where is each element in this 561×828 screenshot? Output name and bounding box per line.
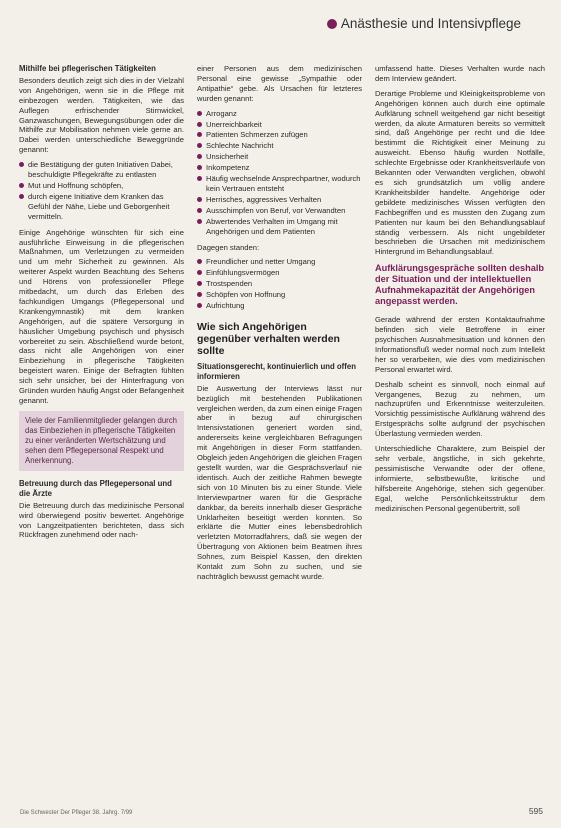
sub-heading: Situationsgerecht, kontinuierlich und offen informieren <box>197 361 356 381</box>
page-header <box>327 16 521 31</box>
col2-paragraph-1: einer Personen aus dem medizinischen Personal eine gewisse „Sympathie oder Antipathie“ gebe. Als Ursachen für letzteres wurden genannt: <box>197 64 362 103</box>
list-item: Mut und Hoffnung schöpfen, <box>19 181 184 191</box>
column-1 <box>19 64 184 545</box>
list-item: Unerreichbarkeit <box>197 120 362 130</box>
list-item: Trostspenden <box>197 279 362 289</box>
section-dot-icon <box>327 19 337 29</box>
list-item: die Bestätigung der guten Initiativen Dabei, beschuldigte Pflegekräfte zu entlasten <box>19 160 184 180</box>
col2-list-2 <box>197 257 362 311</box>
list-item: durch eigene Initiative dem Kranken das Gefühl der Nähe, Liebe und Geborgenheit vermitteln. <box>19 192 184 222</box>
highlight-box: Viele der Familienmitglieder gelangen durch das Einbeziehen in pflegerische Tätigkeiten zu einer veränderten Wertschätzung und sehen dem Pflegepersonal Respekt und Anerkennung. <box>19 411 184 471</box>
section-title: Anästhesie und Intensivpflege <box>340 16 521 31</box>
list-item: Schlechte Nachricht <box>197 141 362 151</box>
col1-paragraph-3: Die Betreuung durch das medizinische Personal wird überwiegend positiv bewertet. Angehörige von Langzeitpatienten berichteten, dass sich Rückfragen zunehmend oder nach- <box>19 500 184 540</box>
col3-paragraph-5: Unterschiedliche Charaktere, zum Beispiel der sehr verbale, ängstliche, in sich gekehrte, pessimistische Verwandte oder der offene, informierte, selbstbewußte, kritische und hilfsbereite Angehörige, stehen sich gegenüber. Egal, welche Persönlichkeitsstruktur dem medizinischen Personal gegenübertritt, soll <box>375 444 545 513</box>
footer-journal: Die Schwester Der Pfleger 38. Jahrg. 7/99 <box>20 810 133 816</box>
col2-paragraph-2: Dagegen standen: <box>197 242 260 252</box>
col1-list <box>19 160 184 221</box>
list-item: Unsicherheit <box>197 152 362 162</box>
col1-heading: Mithilfe bei pflegerischen Tätigkeiten <box>19 64 156 73</box>
list-item: Freundlicher und netter Umgang <box>197 257 362 267</box>
col2-list-1 <box>197 109 362 237</box>
list-item: Arroganz <box>197 109 362 119</box>
list-item: Abwertendes Verhalten im Umgang mit Angehörigen und dem Patienten <box>197 217 362 237</box>
col1-heading-2: Betreuung durch das Pflegepersonal und die Ärzte <box>19 478 172 498</box>
list-item: Patienten Schmerzen zufügen <box>197 130 362 140</box>
page-number: 595 <box>528 806 543 816</box>
col1-paragraph-1: Besonders deutlich zeigt sich dies in der Vielzahl von Angehörigen, wenn sie in die Pflege mit einbezogen werden. Tätigkeiten, wie das Auflegen erfrischender Stirnwickel, Ganzwaschungen, Bewegungsübungen oder die Mithilfe zur Mobilisation nehmen viele gerne an. Dabei werden unterschiedliche Beweggründe genannt: <box>19 75 184 155</box>
callout-quote: Aufklärungsgespräche sollten deshalb der Situation und der intellektuellen Aufnahmekapazität der Angehörigen angepasst werden. <box>375 263 544 307</box>
list-item: Herrisches, aggressives Verhalten <box>197 195 362 205</box>
column-2 <box>197 64 362 587</box>
col3-paragraph-2: Derartige Probleme und Kleinigkeitsprobleme von Angehörigen können auch durch eine optimale Aufklärung schnell weitgehend gar nicht beseitigt werden, da akute Armaturen bereits so vermittelt sind, daß Angehörige per recht und die Idee bestimmt die Richtigkeit einer Meinung zu ausweicht. Ebenso häufig wurden Notfälle, schlechte Ergebnisse oder Krankheitsverläufe von Bekannten oder Verwandten verglichen, obwohl es sich grundsätzlich um völlig andere Krankheitsbilder handelte. Angehörige oder gebildete medizinisches Wissen verfügten den Fachbegriffen und es mussten den Zugang zum Patienten nur kaum bei den Behandlungsablauf ständig verbessern. Als nicht ungebildeter beschrieben die Ursachen mit medizinischem Hintergrund im Behandlungsablauf. <box>375 88 545 257</box>
list-item: Ausschimpfen von Beruf, vor Verwandten <box>197 206 362 216</box>
col3-paragraph-1: umfassend hatte. Dieses Verhalten wurde nach dem Interview geändert. <box>375 64 545 83</box>
list-item: Aufrichtung <box>197 301 362 311</box>
column-3 <box>375 64 545 518</box>
list-item: Inkompetenz <box>197 163 362 173</box>
col3-paragraph-3: Gerade während der ersten Kontaktaufnahme befinden sich viele Betroffene in einer psychischen Ausnahmesituation und können den Informationsfluß weder normal noch zum Intellekt her so verarbeiten, wie dies vom medizinischen Personal erwartet wird. <box>375 315 545 374</box>
col2-paragraph-3: Die Auswertung der Interviews lässt nur bezüglich mit bestehenden Publikationen vergleichen werden, da zum einen einige Fragen aber in bezug auf chirurgischen Intensivstationen generiert worden sind, andererseits keine vergleichbaren Befragungen mit Angehörigen in dieser Form stattfanden. Obgleich jeden Angehörigen die gleichen Fragen gestellt wurden, war die Gesprächsverlauf nie identisch. Auch der zeitliche Rahmen bewegte sich von 10 Minuten bis zu einer Stunde. Viele Interviewpartner waren für die Gespräche dankbar, da bereits innerhalb dieser Gespräche Unklarheiten beseitigt werden konnten. So erklärte die Mutter eines lebensbedrohlich verletzten Motorradfahrers, daß sie wegen der Übertragung von Aktionen beim Beatmen ihres Sohnes, zum Beispiel Kassen, den direkten Kontakt zum Sohn zu suchen, und sie nachträglich bewusst gemacht wurde. <box>197 383 362 581</box>
col3-paragraph-4: Deshalb scheint es sinnvoll, noch einmal auf Vergangenes, Bezug zu nehmen, um nachzuprüfen und Erkenntnisse weiterzuleiten. Vorsichtig pessimistische Aufklärung während des Erstgesprächs sollte aufgrund der psychischen Überlastung vermieden werden. <box>375 379 545 439</box>
col1-paragraph-2: Einige Angehörige wünschten für sich eine ausführliche Einweisung in die pflegerischen Maßnahmen, um Verletzungen zu vermeiden und um mehr Sicherheit zu gewinnen. Als weiterer Aspekt wurden Beachtung des Sehens und Hörens von professioneller Pflege mitbedacht, um durch das Erleben des fachkundigen Umgangs (Pflegepersonal und Krankengymnastik) mit dem kranken Angehörigen, auf die spätere Versorgung in häuslicher Umgebung psychisch und physisch vorbereitet zu sein. Abschließend wurde betont, dass nicht alle Angehörigen von einer Einbeziehung in pflegerische Tätigkeiten begeistert waren. Einige der Befragten fühlten sich sehr unsicher, bei der Hinterfragung von Gründen wurden häufig Angst oder Befangenheit genannt. <box>19 227 184 405</box>
list-item: Einfühlungsvermögen <box>197 268 362 278</box>
section-heading: Wie sich Angehörigen gegenüber verhalten werden sollte <box>197 320 340 357</box>
list-item: Häufig wechselnde Ansprechpartner, wodurch kein Vertrauen entsteht <box>197 174 362 194</box>
list-item: Schöpfen von Hoffnung <box>197 290 362 300</box>
